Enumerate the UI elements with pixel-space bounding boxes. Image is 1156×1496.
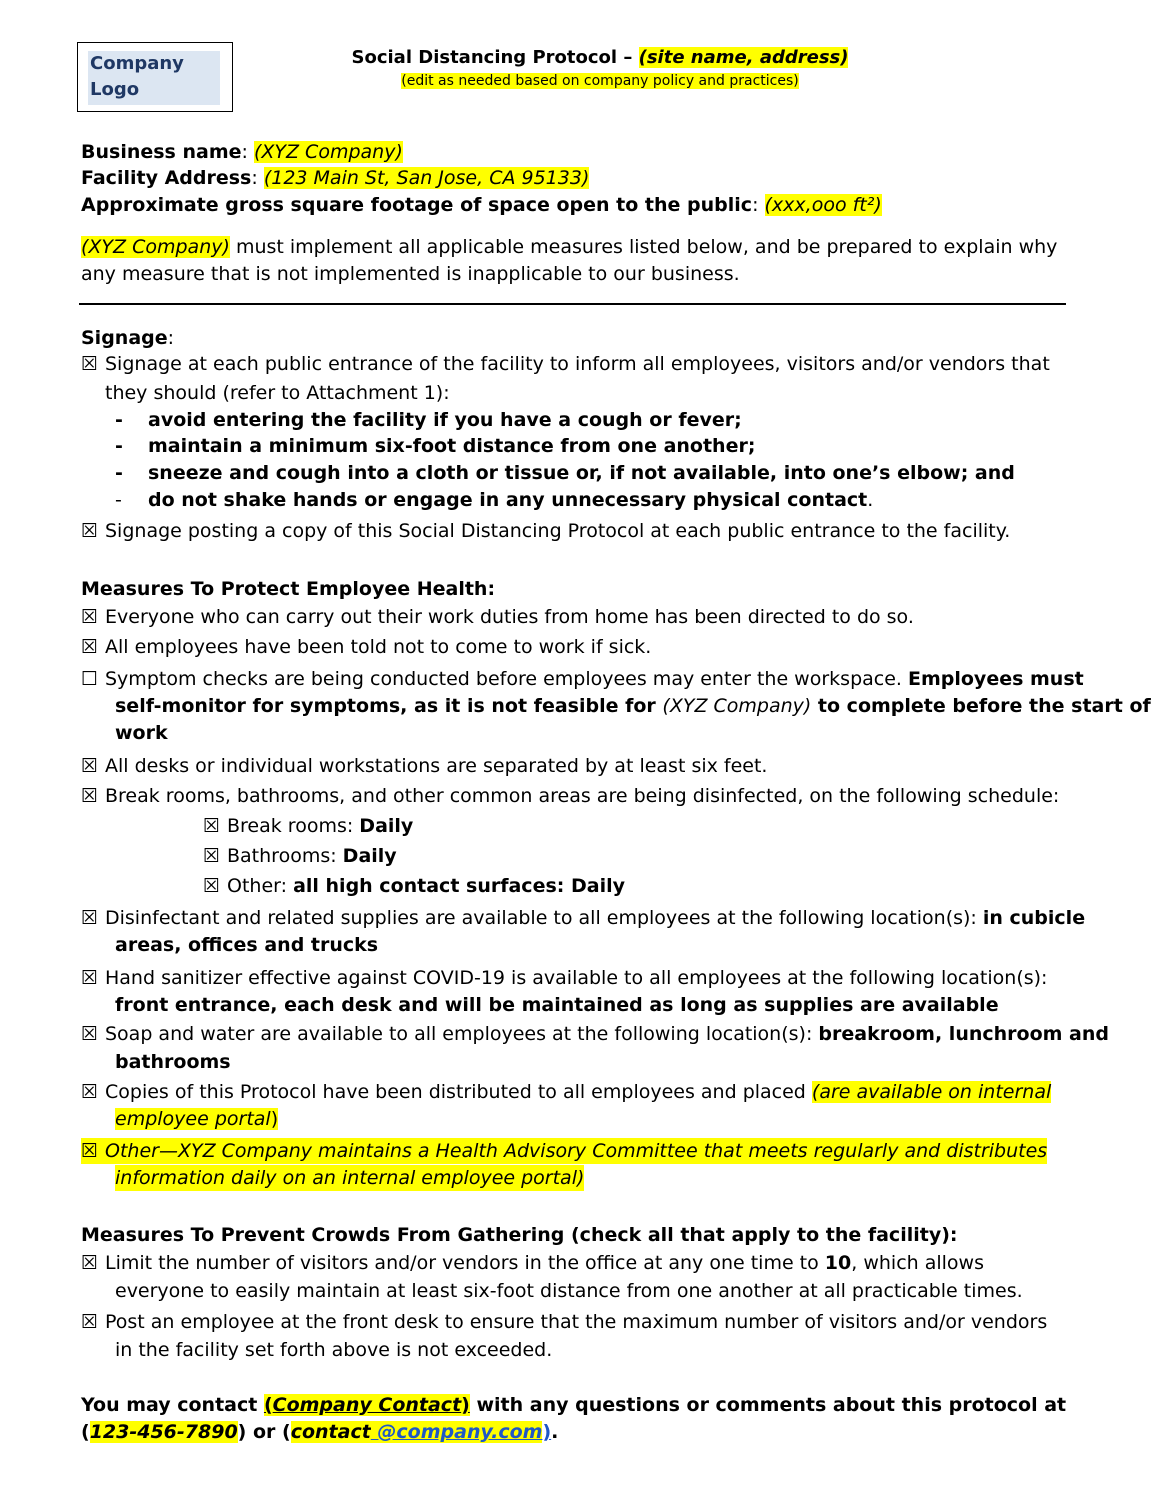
item-bold-text: breakroom, lunchroom and [818,1023,1110,1045]
signage-bullet-2 [115,433,756,459]
signage-heading-text: Signage [81,327,168,349]
contact-phone: 123-456-7890 [89,1421,238,1443]
paren-open: ( [81,1421,90,1443]
bullet-dash: - [115,462,123,484]
schedule-label: Bathrooms: [227,845,343,867]
item-post-employee [81,1309,1047,1335]
item-text: Post an employee at the front desk to ensure that the maximum number of visitors and/or vendors [105,1311,1048,1333]
item-text: Symptom checks are being conducted before employees may enter the workspace. [105,668,908,690]
item-soap-water-cont: bathrooms [115,1051,231,1073]
item-other-committee [81,1138,1047,1164]
item-copies-distributed [81,1079,1051,1105]
square-footage-line: Approximate gross square footage of space open to the public: (xxx,ooo ft²) [81,194,882,216]
employee-health-heading: Measures To Protect Employee Health: [81,578,496,600]
logo-text-line-1: Company [90,53,184,74]
contact-email-close: ) [542,1421,552,1443]
intro-line-1-text: must implement all applicable measures listed below, and be prepared to explain why [229,236,1058,258]
item-highlight-end: ) [270,1108,279,1130]
signage-bullet-1 [115,407,742,433]
item-bold-text: to complete before the start of [811,695,1151,717]
schedule-value: all high contact surfaces: Daily [293,875,625,897]
company-logo-placeholder [88,51,220,105]
item-text: Limit the number of visitors and/or vendors in the office at any one time to [105,1252,825,1274]
signage-heading: Signage: [81,327,175,349]
item-post-employee-cont: in the facility set forth above is not exceeded. [115,1339,553,1361]
business-name-line: Business name: (XYZ Company) [81,141,403,163]
checkbox-checked-icon[interactable]: ☒ [81,1140,99,1162]
item-stay-home-sick [81,634,651,660]
item-text: Other—XYZ Company maintains a Health Advisory Committee that meets regularly and distributes [105,1140,1048,1162]
item-limit-visitors [81,1250,984,1276]
title-site-placeholder: (site name, address) [638,47,849,68]
contact-line-2 [81,1419,558,1445]
intro-line-1 [81,234,1057,260]
item-text: All desks or individual workstations are separated by at least six feet. [105,755,768,777]
schedule-value: Daily [342,845,397,867]
item-text: Break rooms, bathrooms, and other common areas are being disinfected, on the following schedule: [105,785,1060,807]
checkbox-unchecked-icon[interactable]: ☐ [81,668,99,690]
signage-bullet-4: - do not shake hands or engage in any unnecessary physical contact. [115,489,874,511]
item-bold-text: Employees must [907,668,1084,690]
item-text: Soap and water are available to all employees at the following location(s): [105,1023,819,1045]
checkbox-checked-icon[interactable]: ☒ [81,1023,99,1045]
subtitle-text: (edit as needed based on company policy and practices) [401,73,799,89]
visitor-limit-number: 10 [824,1252,852,1274]
item-hand-sanitizer-cont: front entrance, each desk and will be maintained as long as supplies are available [115,994,999,1016]
schedule-value: Daily [359,815,414,837]
checkbox-checked-icon[interactable]: ☒ [81,1311,99,1333]
item-limit-visitors-cont: everyone to easily maintain at least six-foot distance from one another at all practicable times. [115,1280,1023,1302]
item-symptom-checks-cont-2: work [115,722,168,744]
section-divider [79,303,1066,305]
contact-text-end: with any questions or comments about this protocol at [469,1394,1067,1416]
facility-address-label: Facility Address [81,167,252,189]
bullet-text: maintain a minimum six-foot distance from one another; [148,435,756,457]
checkbox-checked-icon[interactable]: ☒ [203,845,221,867]
item-symptom-checks [81,666,1084,692]
item-other-committee-cont: information daily on an internal employee portal) [115,1167,585,1189]
signage-item-1-cont: they should (refer to Attachment 1): [105,382,450,404]
checkbox-checked-icon[interactable]: ☒ [81,907,99,929]
checkbox-checked-icon[interactable]: ☒ [81,606,99,628]
document-title [300,46,900,70]
item-highlight: employee portal [115,1108,271,1130]
item-copies-distributed-cont [115,1106,278,1132]
schedule-break-rooms [203,813,413,839]
business-name-value: (XYZ Company) [253,141,403,163]
checkbox-checked-icon[interactable]: ☒ [203,875,221,897]
item-bold-text: in cubicle [982,907,1086,929]
contact-text: You may contact [81,1394,264,1416]
logo-text-line-2: Logo [90,79,140,100]
checkbox-checked-icon[interactable]: ☒ [81,353,99,375]
item-text-end: , which allows [851,1252,984,1274]
square-footage-label: Approximate gross square footage of space open to the public [81,194,753,216]
signage-item-2-text: Signage posting a copy of this Social Distancing Protocol at each public entrance to the facility. [105,520,1011,542]
item-symptom-checks-cont [115,693,1151,719]
bullet-text: do not shake hands or engage in any unnecessary physical contact [148,489,868,511]
item-work-from-home [81,604,914,630]
checkbox-checked-icon[interactable]: ☒ [81,1252,99,1274]
checkbox-checked-icon[interactable]: ☒ [81,967,99,989]
checkbox-checked-icon[interactable]: ☒ [81,520,99,542]
checkbox-checked-icon[interactable]: ☒ [81,636,99,658]
company-logo-box [77,42,233,112]
checkbox-checked-icon[interactable]: ☒ [203,815,221,837]
contact-end: . [551,1421,559,1443]
bullet-text: sneeze and cough into a cloth or tissue or, if not available, into one’s elbow; and [148,462,1015,484]
bullet-dash: - [115,409,123,431]
item-text: Disinfectant and related supplies are available to all employees at the following location(s): [105,907,983,929]
intro-company: (XYZ Company) [81,236,230,258]
bullet-text: avoid entering the facility if you have a cough or fever; [148,409,742,431]
crowds-heading: Measures To Prevent Crowds From Gathering (check all that apply to the facility): [81,1224,958,1246]
item-disinfect-schedule [81,783,1059,809]
business-name-label: Business name [81,141,242,163]
title-main: Social Distancing Protocol – [351,47,639,68]
schedule-bathrooms [203,843,397,869]
item-bold-text: self-monitor for symptoms, as it is not feasible for [115,695,663,717]
contact-line-1 [81,1392,1066,1418]
document-subtitle [300,72,900,90]
signage-bullet-3 [115,460,1015,486]
item-company: (XYZ Company) [662,695,812,717]
contact-mid: ) or ( [237,1421,291,1443]
intro-line-2: any measure that is not implemented is inapplicable to our business. [81,263,740,285]
item-supplies-location-cont: areas, offices and trucks [115,934,379,956]
item-text: Everyone who can carry out their work duties from home has been directed to do so. [105,606,914,628]
contact-email-prefix: contact [290,1421,371,1443]
schedule-other [203,873,625,899]
bullet-dash: - [115,489,122,511]
item-desks-separated [81,753,767,779]
item-supplies-location [81,905,1085,931]
schedule-label: Other: [227,875,294,897]
item-text: All employees have been told not to come to work if sick. [105,636,652,658]
checkbox-checked-icon[interactable]: ☒ [81,755,99,777]
signage-item-1 [81,351,1050,377]
facility-address-value: (123 Main St, San Jose, CA 95133) [263,167,590,189]
item-text: Hand sanitizer effective against COVID-19 is available to all employees at the following location(s): [105,967,1048,989]
item-soap-water [81,1021,1109,1047]
contact-open: ( [263,1394,273,1416]
item-text: Copies of this Protocol have been distributed to all employees and placed [105,1081,812,1103]
signage-item-1-text: Signage at each public entrance of the facility to inform all employees, visitors and/or vendors that [105,353,1050,375]
square-footage-value: (xxx,ooo ft²) [764,194,882,216]
contact-close: ) [461,1394,470,1416]
item-highlight: (are available on internal [811,1081,1052,1103]
bullet-dash: - [115,435,123,457]
checkbox-checked-icon[interactable]: ☒ [81,1081,99,1103]
signage-item-2 [81,518,1010,544]
schedule-label: Break rooms: [227,815,360,837]
checkbox-checked-icon[interactable]: ☒ [81,785,99,807]
contact-name: Company Contact [272,1394,462,1416]
facility-address-line: Facility Address: (123 Main St, San Jose, CA 95133) [81,167,590,189]
contact-name-placeholder [264,1394,470,1416]
item-hand-sanitizer [81,965,1047,991]
contact-email-link[interactable]: @company.com [370,1421,543,1443]
